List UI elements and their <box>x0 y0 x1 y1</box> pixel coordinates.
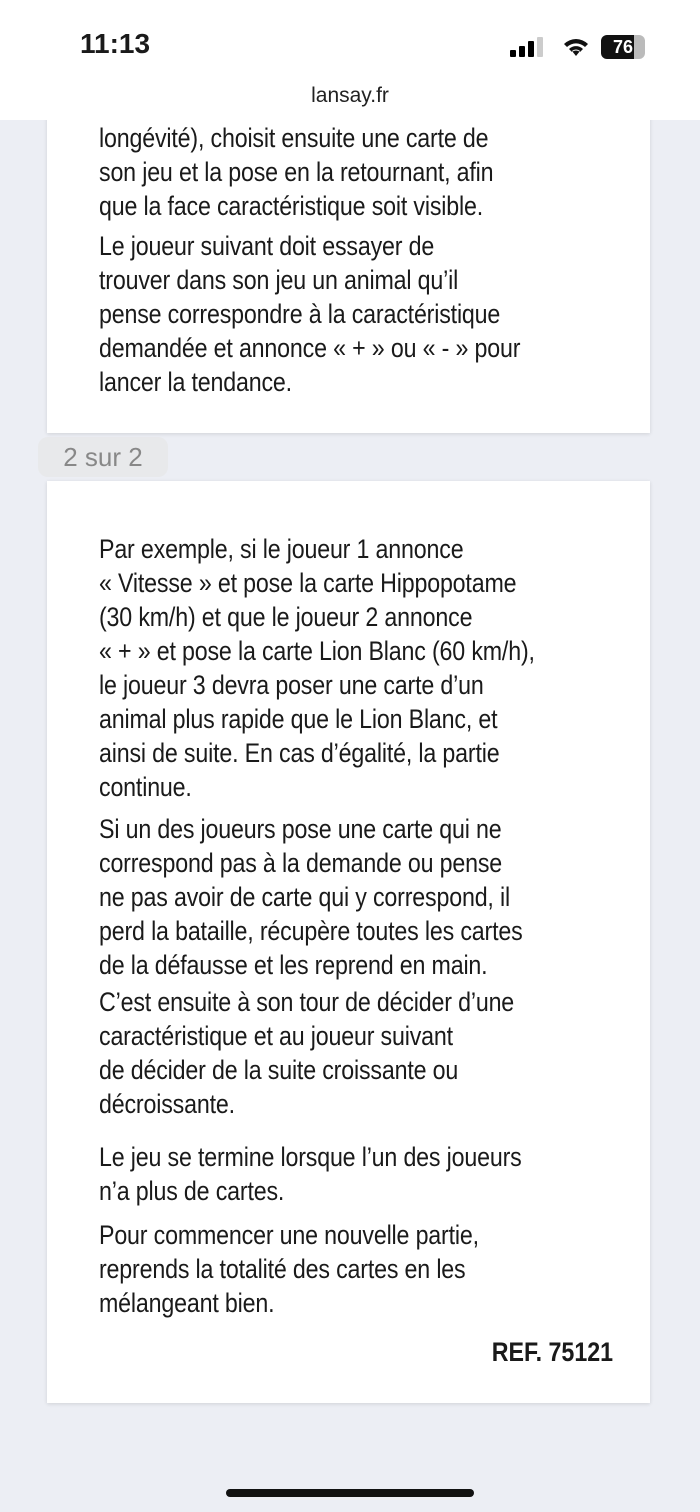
text-line: reprends la totalité des cartes en les <box>99 1254 466 1284</box>
paragraph <box>99 1218 479 1320</box>
paragraph <box>99 985 514 1121</box>
text-line: n’a plus de cartes. <box>99 1176 285 1206</box>
paragraph <box>99 121 493 223</box>
wifi-icon <box>561 34 591 58</box>
battery-icon <box>601 35 645 59</box>
text-line: correspond pas à la demande ou pense <box>99 848 503 878</box>
text-line: C’est ensuite à son tour de décider d’une <box>99 987 515 1017</box>
text-line: ainsi de suite. En cas d’égalité, la partie <box>99 738 500 768</box>
text-line: longévité), choisit ensuite une carte de <box>99 123 489 153</box>
text-line: de décider de la suite croissante ou <box>99 1055 459 1085</box>
battery-level: 76 <box>612 37 634 57</box>
text-line: lancer la tendance. <box>99 367 292 397</box>
text-line: Par exemple, si le joueur 1 annonce <box>99 534 464 564</box>
text-line: ne pas avoir de carte qui y correspond, il <box>99 882 510 912</box>
status-bar <box>0 0 700 120</box>
paragraph <box>99 229 520 399</box>
text-line: caractéristique et au joueur suivant <box>99 1021 453 1051</box>
text-line: décroissante. <box>99 1089 235 1119</box>
text-line: son jeu et la pose en la retournant, afin <box>99 157 494 187</box>
find-result-badge: 2 sur 2 <box>38 437 168 477</box>
text-line: Si un des joueurs pose une carte qui ne <box>99 814 502 844</box>
paragraph <box>99 1140 522 1208</box>
clock: 11:13 <box>80 28 151 59</box>
text-line: que la face caractéristique soit visible. <box>99 191 484 221</box>
text-line: « + » et pose la carte Lion Blanc (60 km/h), <box>99 636 535 666</box>
signal-icon <box>510 37 546 57</box>
product-reference: REF. 75121 <box>491 1337 613 1367</box>
text-line: trouver dans son jeu un animal qu’il <box>99 265 459 295</box>
text-line: Le joueur suivant doit essayer de <box>99 231 435 261</box>
text-line: Pour commencer une nouvelle partie, <box>99 1220 479 1250</box>
text-line: animal plus rapide que le Lion Blanc, et <box>99 704 498 734</box>
text-line: de la défausse et les reprend en main. <box>99 950 488 980</box>
text-line: (30 km/h) et que le joueur 2 annonce <box>99 602 473 632</box>
home-indicator[interactable] <box>226 1489 474 1497</box>
text-line: pense correspondre à la caractéristique <box>99 299 501 329</box>
text-line: Le jeu se termine lorsque l’un des joueurs <box>99 1142 522 1172</box>
paragraph <box>99 812 523 982</box>
paragraph <box>99 532 535 804</box>
url-bar[interactable]: lansay.fr <box>311 84 389 107</box>
text-line: « Vitesse » et pose la carte Hippopotame <box>99 568 517 598</box>
text-line: mélangeant bien. <box>99 1288 275 1318</box>
text-line: le joueur 3 devra poser une carte d’un <box>99 670 484 700</box>
text-line: perd la bataille, récupère toutes les cartes <box>99 916 523 946</box>
text-line: demandée et annonce « + » ou « - » pour <box>99 333 521 363</box>
text-line: continue. <box>99 772 192 802</box>
